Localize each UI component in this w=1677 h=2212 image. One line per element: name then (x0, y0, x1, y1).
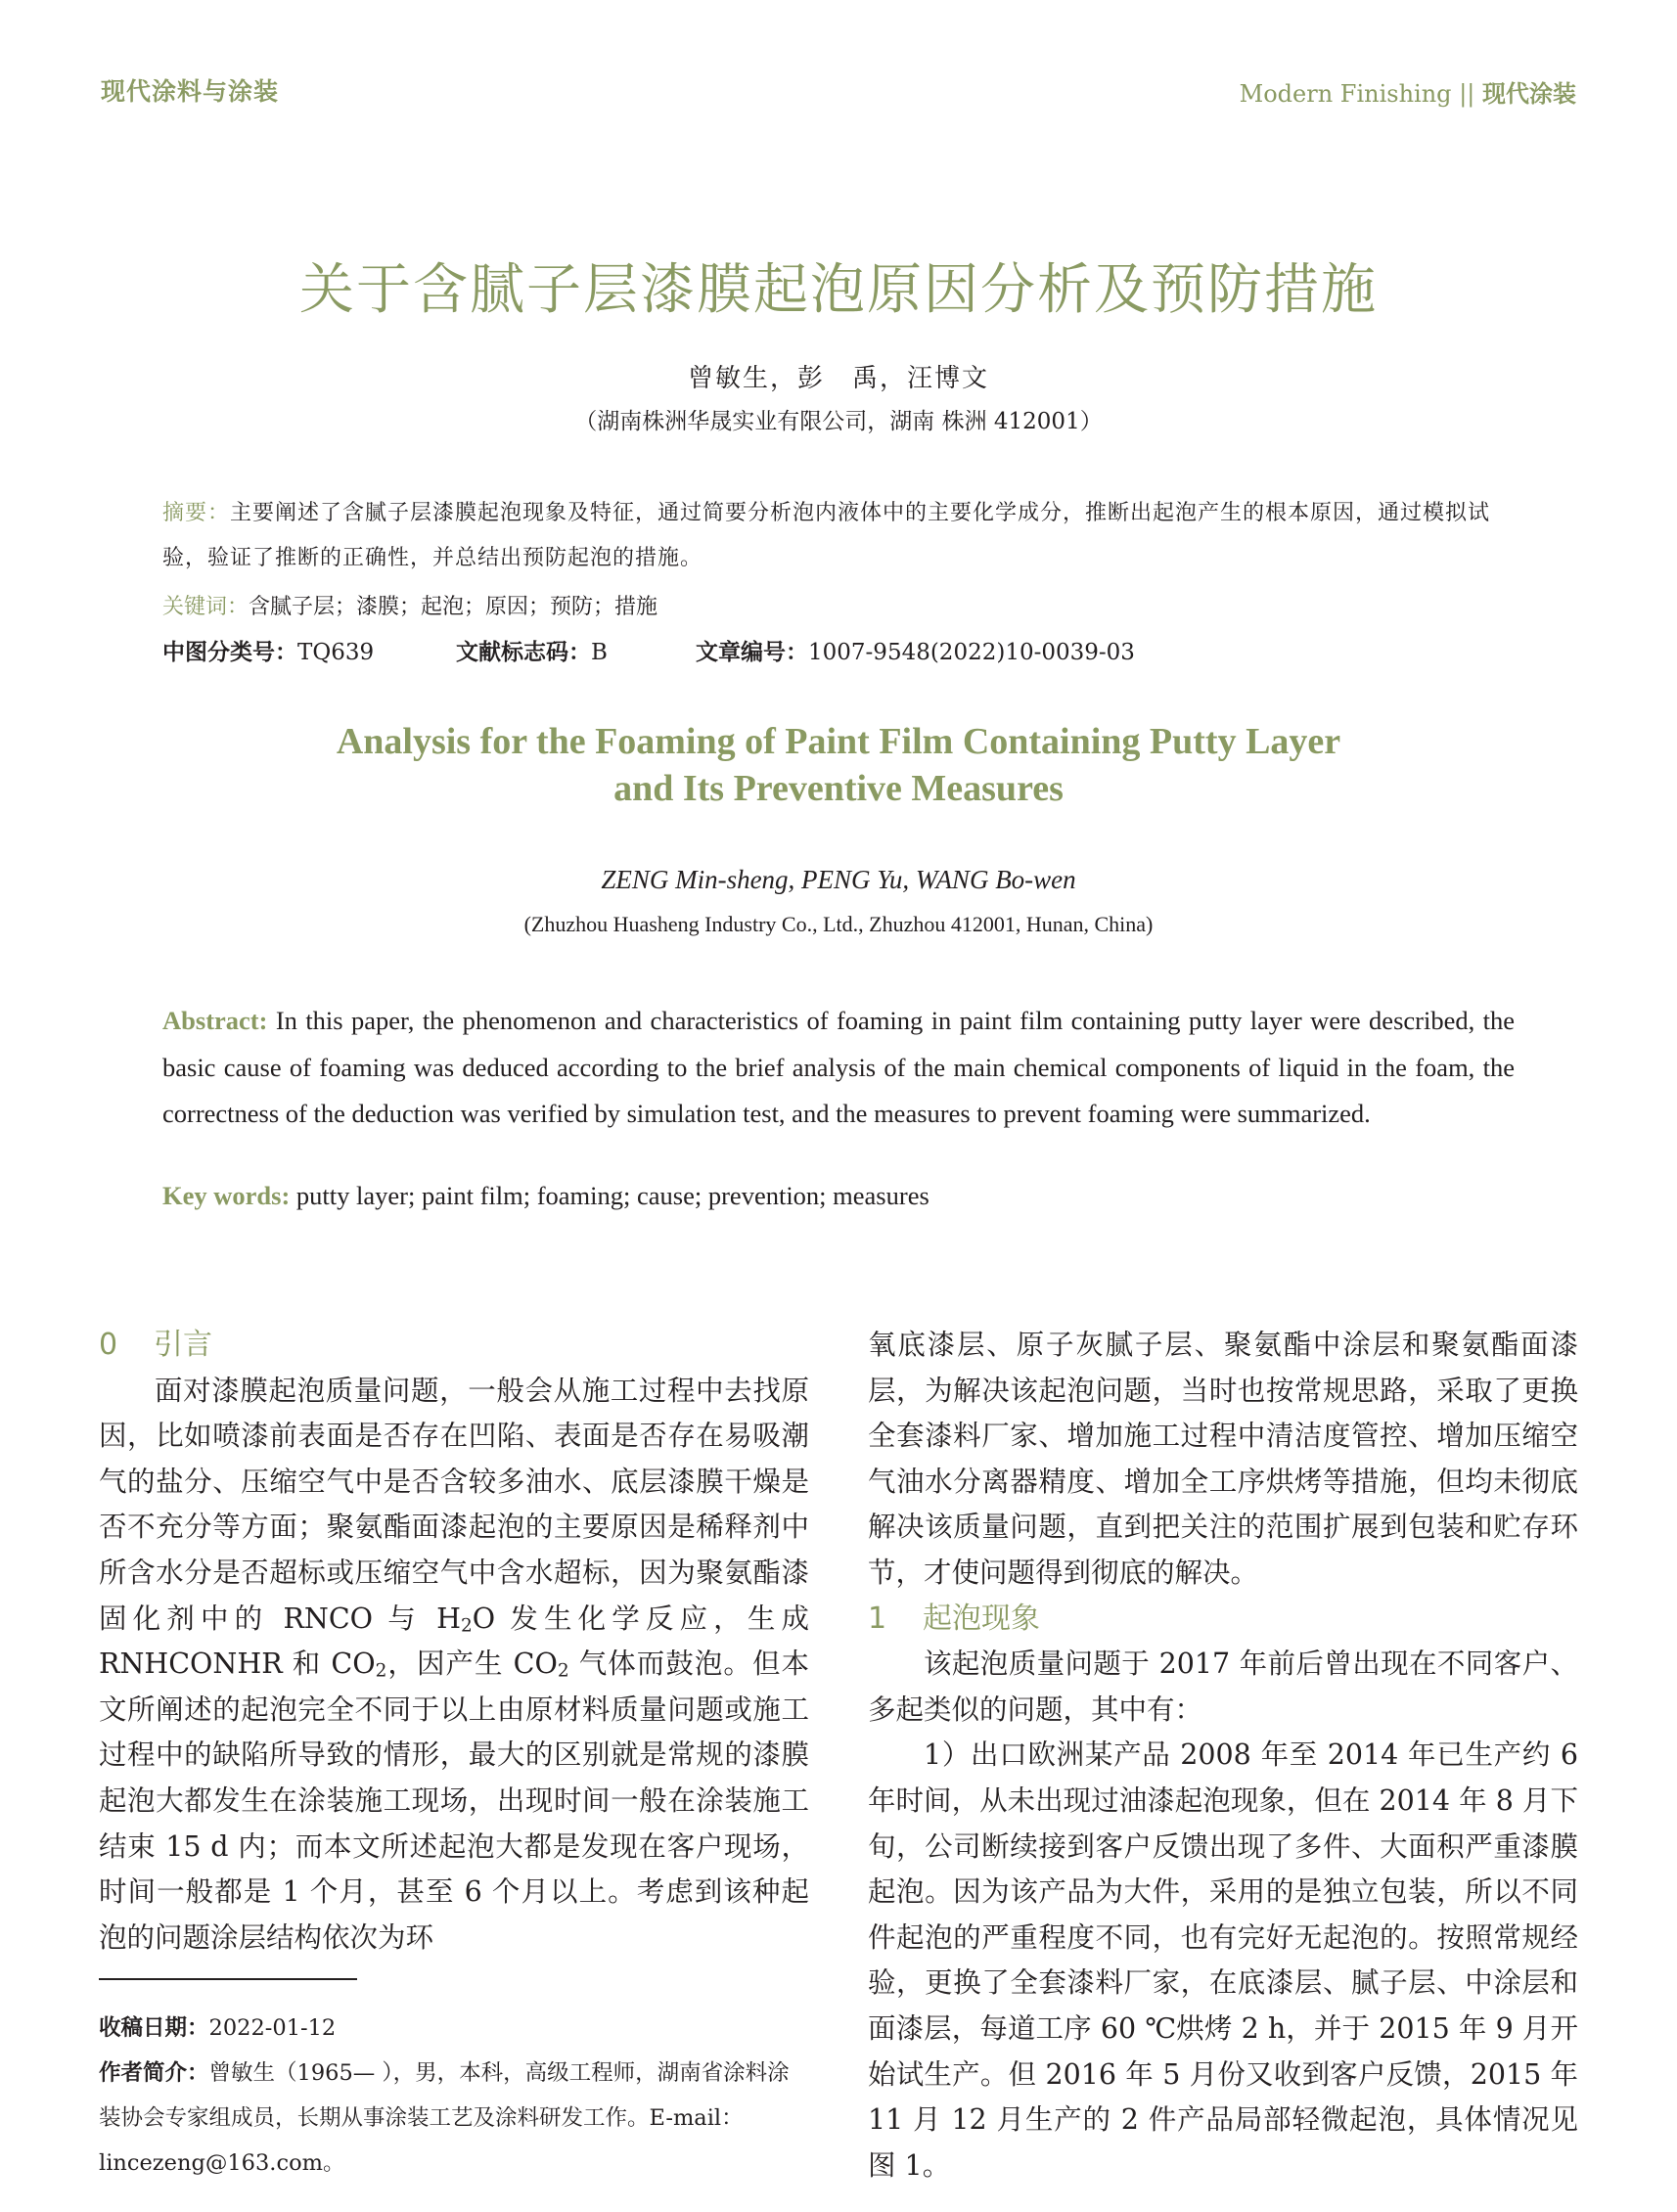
footnote (99, 2006, 809, 2186)
abstract-en-text: In this paper, the phenomenon and characteristics of foaming in paint film containing putty layer were described, the basic cause of foaming was deduced according to the brief analysis of the main chemical components of liquid in the foam, the correctness of the deduction was verified by simulation test, and the measures to prevent foaming were summarized. (162, 1006, 1515, 1128)
doc-code-label: 文献标志码： (456, 640, 591, 665)
keywords-cn-label: 关键词： (162, 595, 249, 619)
keywords-cn-text: 含腻子层；漆膜；起泡；原因；预防；措施 (249, 595, 658, 619)
body-paragraph: 该起泡质量问题于 2017 年前后曾出现在不同客户、多起类似的问题，其中有： (868, 1648, 1578, 1726)
clc-value: TQ639 (297, 640, 375, 665)
abstract-cn (162, 491, 1515, 581)
affiliation-en: (Zhuzhou Huasheng Industry Co., Ltd., Zhuzhou 412001, Hunan, China) (523, 912, 1154, 936)
body-paragraph: 氧底漆层、原子灰腻子层、聚氨酯中涂层和聚氨酯面漆层，为解决该起泡问题，当时也按常规思路，采取了更换全套漆料厂家、增加施工过程中清洁度管控、增加压缩空气油水分离器精度、增加全工序烘烤等措施，但均未彻底解决该质量问题，直到把关注的范围扩展到包装和贮存环节，才使问题得到彻底的解决。 (868, 1329, 1578, 1589)
doc-code-value: B (591, 640, 608, 665)
author-bio: 曾敏生（1965— ），男，本科，高级工程师，湖南省涂料涂装协会专家组成员，长期从事涂装工艺及涂料研发工作。E-mail：lincezeng@163.com。 (99, 2060, 790, 2176)
abstract-cn-text: 主要阐述了含腻子层漆膜起泡现象及特征，通过简要分析泡内液体中的主要化学成分，推断出起泡产生的根本原因，通过模拟试验，验证了推断的正确性，并总结出预防起泡的措施。 (162, 501, 1491, 570)
authors-en: ZENG Min-sheng, PENG Yu, WANG Bo-wen (601, 865, 1076, 894)
section-title: 起泡现象 (923, 1601, 1040, 1636)
left-column (99, 1323, 809, 1961)
body-paragraph: 面对漆膜起泡质量问题，一般会从施工过程中去找原因，比如喷漆前表面是否存在凹陷、表面是否存在易吸潮气的盐分、压缩空气中是否含较多油水、底层漆膜干燥是否不充分等方面；聚氨酯面漆起泡的主要原因是稀释剂中所含水分是否超标或压缩空气中含水超标，因为聚氨酯漆固化剂中的 RNCO 与 $H_2O$ 发生化学反应，生成 RNHCONHR 和 $CO_2$，因产生 $CO_2$ 气体而鼓泡。但本文所阐述的起泡完全不同于以上由原材料质量问题或施工过程中的缺陷所导致的情形，最大的区别就是常规的漆膜起泡大都发生在涂装施工现场，出现时间一般在涂装施工结束 15 d 内；而本文所述起泡大都是发现在客户现场，时间一般都是 1 个月，甚至 6 个月以上。考虑到该种起泡的问题涂层结构依次为环 (99, 1374, 810, 1954)
right-column (868, 1323, 1578, 2189)
section-number: 0 (99, 1328, 118, 1362)
journal-name-en: Modern Finishing (1239, 80, 1452, 108)
section-number: 1 (868, 1601, 887, 1636)
section-heading-0 (99, 1323, 809, 1369)
abstract-en-label: Abstract: (162, 1006, 268, 1035)
header-separator: || (1459, 80, 1475, 108)
affiliation-cn: （湖南株洲华晟实业有限公司，湖南 株洲 412001） (574, 409, 1103, 434)
title-en-line1: Analysis for the Foaming of Paint Film Containing Putty Layer (336, 721, 1341, 762)
authors-cn: 曾敏生，彭 禹，汪博文 (687, 364, 989, 393)
journal-name-right (1240, 74, 1576, 109)
body-paragraph: 1）出口欧洲某产品 2008 年至 2014 年已生产约 6 年时间，从未出现过油漆起泡现象，但在 2014 年 8 月下旬，公司断续接到客户反馈出现了多件、大面积严重漆膜起泡。因为该产品为大件，采用的是独立包装，所以不同件起泡的严重程度不同，也有完好无起泡的。按照常规经验，更换了全套漆料厂家，在底漆层、腻子层、中涂层和面漆层，每道工序 60 ℃烘烤 2 h，并于 2015 年 9 月开始试生产。但 2016 年 5 月份又收到客户反馈，2015 年 11 月 12 月生产的 2 件产品局部轻微起泡，具体情况见图 1。 (868, 1738, 1578, 2182)
footnote-rule (99, 1978, 357, 1980)
keywords-en (162, 1181, 929, 1211)
article-number-value: 1007-9548(2022)10-0039-03 (808, 640, 1135, 665)
received-date: 2022-01-12 (208, 2015, 337, 2041)
keywords-en-text: putty layer; paint film; foaming; cause; prevention; measures (295, 1181, 929, 1210)
clc-label: 中图分类号： (162, 640, 297, 665)
abstract-cn-label: 摘要： (162, 501, 231, 525)
article-number-label: 文章编号： (696, 640, 808, 665)
journal-name-cn: 现代涂装 (1482, 80, 1576, 108)
section-title: 引言 (154, 1328, 212, 1362)
section-heading-1 (868, 1597, 1578, 1643)
journal-name-left: 现代涂料与涂装 (101, 77, 280, 106)
received-label: 收稿日期： (99, 2015, 209, 2041)
bio-label: 作者简介： (99, 2060, 209, 2086)
keywords-en-label: Key words: (162, 1181, 291, 1210)
keywords-cn (162, 585, 1515, 630)
title-en-line2: and Its Preventive Measures (613, 768, 1064, 809)
abstract-en (162, 998, 1515, 1138)
title-cn: 关于含腻子层漆膜起泡原因分析及预防措施 (299, 258, 1378, 322)
title-en (0, 718, 1677, 812)
